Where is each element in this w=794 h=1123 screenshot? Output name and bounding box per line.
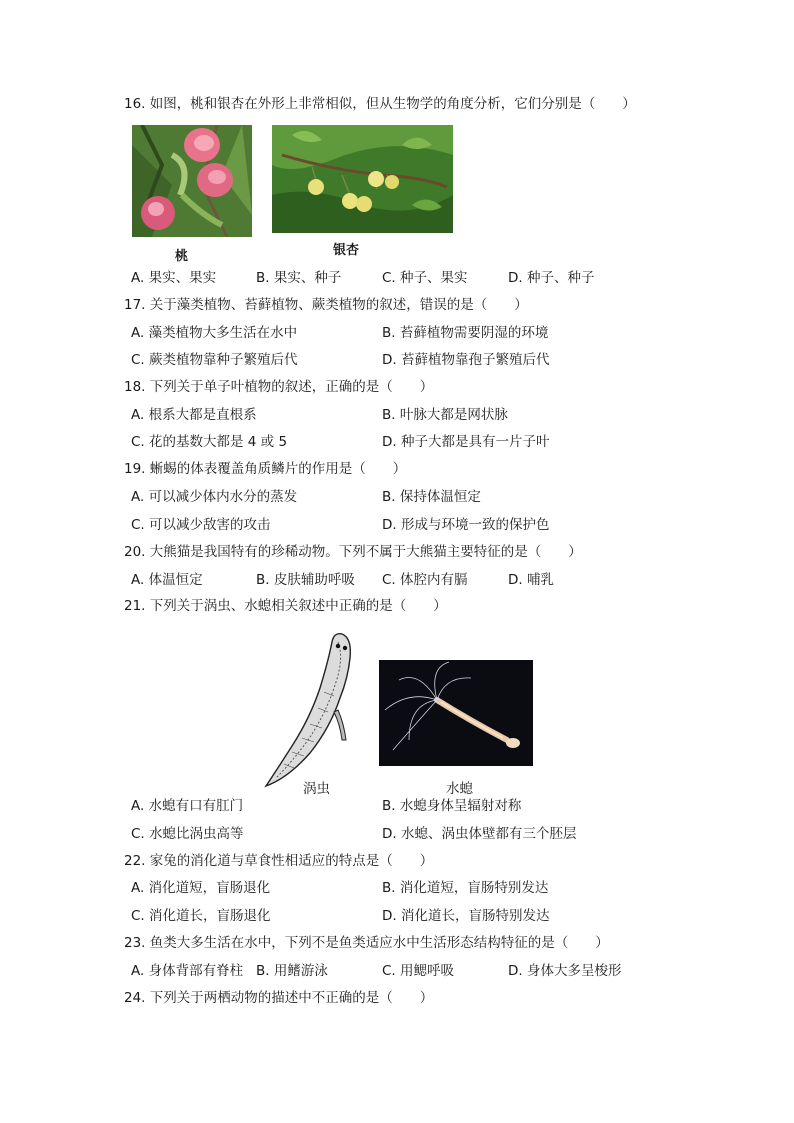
q21-option-b[interactable]: B. 水螅身体呈辐射对称: [382, 798, 522, 814]
q16-option-c[interactable]: C. 种子、果实: [382, 270, 468, 286]
q22-option-c[interactable]: C. 消化道长，盲肠退化: [131, 908, 271, 924]
q17-option-b[interactable]: B. 苔藓植物需要阴湿的环境: [382, 325, 549, 341]
q22-option-a[interactable]: A. 消化道短，盲肠退化: [131, 880, 271, 896]
q22-option-d[interactable]: D. 消化道长，盲肠特别发达: [382, 908, 550, 924]
q19-option-d[interactable]: D. 形成与环境一致的保护色: [382, 517, 550, 533]
planarian-caption: 涡虫: [303, 781, 330, 797]
q17-option-a[interactable]: A. 藻类植物大多生活在水中: [131, 325, 298, 341]
q20-option-b[interactable]: B. 皮肤辅助呼吸: [256, 572, 355, 588]
q23-option-b[interactable]: B. 用鳍游泳: [256, 963, 328, 979]
ginkgo-photo: [272, 125, 453, 233]
q21-option-a[interactable]: A. 水螅有口有肛门: [131, 798, 244, 814]
planarian-drawing: [258, 628, 358, 790]
question-22-stem: 22. 家兔的消化道与草食性相适应的特点是（ ）: [124, 853, 434, 869]
question-18-stem: 18. 下列关于单子叶植物的叙述，正确的是（ ）: [124, 379, 434, 395]
q20-option-d[interactable]: D. 哺乳: [508, 572, 554, 588]
question-21-stem: 21. 下列关于涡虫、水螅相关叙述中正确的是（ ）: [124, 598, 447, 614]
q21-option-d[interactable]: D. 水螅、涡虫体壁都有三个胚层: [382, 826, 577, 842]
q18-option-a[interactable]: A. 根系大都是直根系: [131, 407, 257, 423]
peach-caption: 桃: [175, 249, 189, 264]
question-17-stem: 17. 关于藻类植物、苔藓植物、蕨类植物的叙述，错误的是（ ）: [124, 297, 528, 313]
q22-option-b[interactable]: B. 消化道短，盲肠特别发达: [382, 880, 549, 896]
q17-option-d[interactable]: D. 苔藓植物靠孢子繁殖后代: [382, 352, 550, 368]
q18-option-d[interactable]: D. 种子大都是具有一片子叶: [382, 434, 550, 450]
q19-option-c[interactable]: C. 可以减少敌害的攻击: [131, 517, 271, 533]
q16-option-b[interactable]: B. 果实、种子: [256, 270, 342, 286]
question-20-stem: 20. 大熊猫是我国特有的珍稀动物。下列不属于大熊猫主要特征的是（ ）: [124, 544, 582, 560]
q18-option-b[interactable]: B. 叶脉大都是网状脉: [382, 407, 508, 423]
q20-option-c[interactable]: C. 体腔内有膈: [382, 572, 468, 588]
q16-option-a[interactable]: A. 果实、果实: [131, 270, 217, 286]
q17-option-c[interactable]: C. 蕨类植物靠种子繁殖后代: [131, 352, 298, 368]
hydra-caption: 水螅: [446, 781, 473, 797]
question-23-stem: 23. 鱼类大多生活在水中，下列不是鱼类适应水中生活形态结构特征的是（ ）: [124, 935, 609, 951]
q19-option-b[interactable]: B. 保持体温恒定: [382, 489, 481, 505]
ginkgo-caption: 银杏: [333, 243, 360, 258]
peach-photo: [132, 125, 252, 237]
q16-option-d[interactable]: D. 种子、种子: [508, 270, 595, 286]
q23-option-c[interactable]: C. 用鳃呼吸: [382, 963, 455, 979]
question-19-stem: 19. 蜥蜴的体表覆盖角质鳞片的作用是（ ）: [124, 461, 407, 477]
hydra-photo: [379, 660, 533, 766]
question-16-stem: 16. 如图，桃和银杏在外形上非常相似，但从生物学的角度分析，它们分别是（ ）: [124, 96, 636, 112]
q23-option-d[interactable]: D. 身体大多呈梭形: [508, 963, 622, 979]
q23-option-a[interactable]: A. 身体背部有脊柱: [131, 963, 244, 979]
q20-option-a[interactable]: A. 体温恒定: [131, 572, 203, 588]
q19-option-a[interactable]: A. 可以减少体内水分的蒸发: [131, 489, 298, 505]
question-24-stem: 24. 下列关于两栖动物的描述中不正确的是（ ）: [124, 990, 434, 1006]
q21-option-c[interactable]: C. 水螅比涡虫高等: [131, 826, 244, 842]
q18-option-c[interactable]: C. 花的基数大都是 4 或 5: [131, 434, 288, 450]
